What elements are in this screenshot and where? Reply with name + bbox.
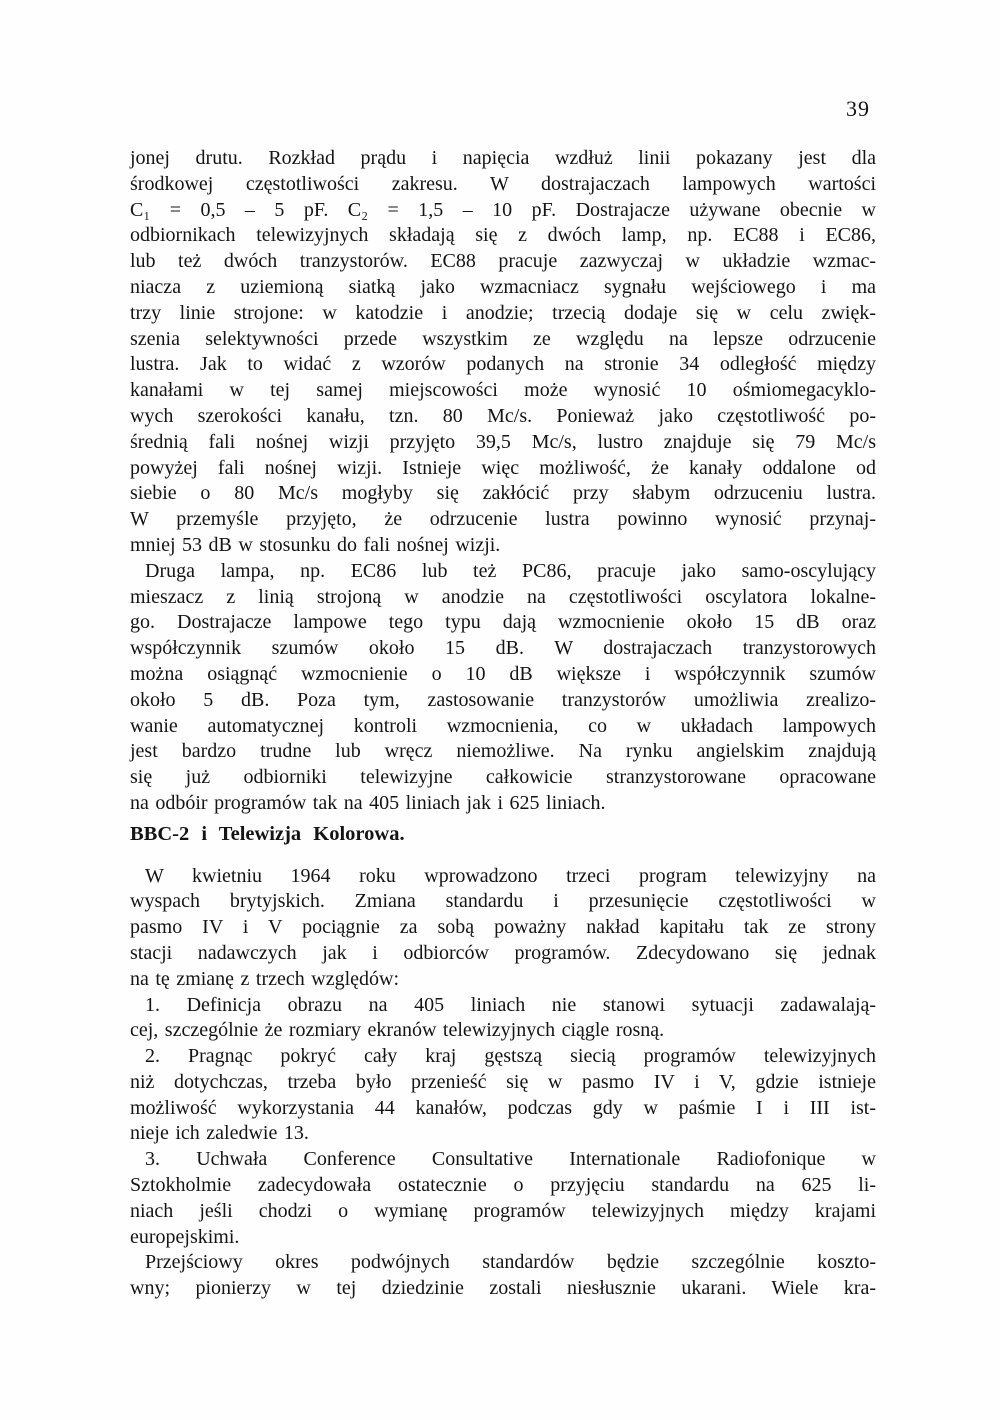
paragraph — [130, 864, 876, 993]
text-line: niach jeśli chodzi o wymianę programów telewizyjnych między krajami — [130, 1199, 876, 1222]
text-line: Przejściowy okres podwójnych standardów będzie szczególnie koszto- — [145, 1251, 876, 1274]
list-item — [130, 993, 876, 1045]
text-line: 3. Uchwała Conference Consultative Internationale Radiofonique w — [145, 1148, 876, 1171]
text-line: jonej drutu. Rozkład prądu i napięcia wzdłuż linii pokazany jest dla — [130, 147, 876, 169]
section-heading: BBC-2 i Telewizja Kolorowa. — [130, 822, 405, 845]
text-line: wanie automatycznej kontroli wzmocnienia, co w układach lampowych — [130, 714, 876, 737]
page-text-column — [130, 146, 876, 1302]
text-line: około 5 dB. Poza tym, zastosowanie tranzystorów umożliwia zrealizo- — [130, 688, 876, 711]
text-line: Sztokholmie zadecydowała ostatecznie o przyjęciu standardu na 625 li- — [130, 1174, 876, 1197]
paragraph — [130, 559, 876, 817]
text-line: 2. Pragnąc pokryć cały kraj gęstszą siecią programów telewizyjnych — [145, 1045, 876, 1068]
text-line: siebie o 80 Mc/s mogłyby się zakłócić przy słabym odrzuceniu lustra. — [130, 482, 876, 505]
text-line: się już odbiorniki telewizyjne całkowicie stranzystorowane opracowane — [130, 766, 876, 789]
text-line: stacji nadawczych jak i odbiorców programów. Zdecydowano się jednak — [130, 941, 876, 964]
text-line: W przemyśle przyjęto, że odrzucenie lustra powinno wynosić przynaj- — [130, 508, 876, 531]
text-line: na tę zmianę z trzech względów: — [130, 967, 400, 990]
list-item — [130, 1147, 876, 1250]
text-line: go. Dostrajacze lampowe tego typu dają wzmocnienie około 15 dB oraz — [130, 611, 876, 634]
list-item — [130, 1044, 876, 1147]
text-line: lub też dwóch tranzystorów. EC88 pracuje zazwyczaj w układzie wzmac- — [130, 250, 876, 273]
text-line: W kwietniu 1964 roku wprowadzono trzeci program telewizyjny na — [145, 864, 876, 887]
text-line: mieszacz z linią strojoną w anodzie na częstotliwości oscylatora lokalne- — [130, 585, 876, 608]
text-line: powyżej fali nośnej wizji. Istnieje więc możliwość, że kanały oddalone od — [130, 456, 876, 479]
text-line: środkowej częstotliwości zakresu. W dostrajaczach lampowych wartości — [130, 172, 876, 195]
text-line: pasmo IV i V pociągnie za sobą poważny nakład kapitału tak ze strony — [130, 916, 876, 939]
text-line: odbiornikach telewizyjnych składają się z dwóch lamp, np. EC88 i EC86, — [130, 224, 876, 247]
text-line: możliwość wykorzystania 44 kanałów, podczas gdy w paśmie I i III ist- — [130, 1096, 876, 1119]
text-line: mniej 53 dB w stosunku do fali nośnej wizji. — [130, 533, 501, 556]
paragraph — [130, 1250, 876, 1302]
text-line: szenia selektywności przede wszystkim ze względu na lepsze odrzucenie — [130, 327, 876, 350]
text-line: kanałami w tej samej miejscowości może wynosić 10 ośmiomegacyklo- — [130, 379, 876, 402]
text-line: współczynnik szumów około 15 dB. W dostrajaczach tranzystorowych — [130, 637, 876, 660]
text-line: niacza z uziemioną siatką jako wzmacniacz sygnału wejściowego i ma — [130, 275, 876, 298]
text-line: nieje ich zaledwie 13. — [130, 1122, 309, 1145]
text-line: niż dotychczas, trzeba było przenieść się w pasmo IV i V, gdzie istnieje — [130, 1070, 876, 1093]
text-line: C₁ = 0,5 – 5 pF. C₂ = 1,5 – 10 pF. Dostrajacze używane obecnie w — [130, 198, 876, 221]
page-number: 39 — [846, 96, 870, 121]
text-line: 1. Definicja obrazu na 405 liniach nie stanowi sytuacji zadawalają- — [145, 993, 876, 1016]
text-line: europejskimi. — [130, 1225, 240, 1248]
text-line: średnią fali nośnej wizji przyjęto 39,5 Mc/s, lustro znajduje się 79 Mc/s — [130, 430, 876, 453]
text-line: wny; pionierzy w tej dziedzinie zostali niesłusznie ukarani. Wiele kra- — [130, 1277, 876, 1300]
text-line: na odbóir programów tak na 405 liniach jak i 625 liniach. — [130, 791, 606, 814]
paragraph — [130, 146, 876, 559]
text-line: wych szerokości kanału, tzn. 80 Mc/s. Ponieważ jako częstotliwość po- — [130, 404, 876, 427]
text-line: trzy linie strojone: w katodzie i anodzie; trzecią dodaje się w celu zwięk- — [130, 301, 876, 324]
text-line: lustra. Jak to widać z wzorów podanych na stronie 34 odległość między — [130, 353, 876, 376]
text-line: cej, szczególnie że rozmiary ekranów telewizyjnych ciągle rosną. — [130, 1019, 665, 1042]
text-line: można osiągnąć wzmocnienie o 10 dB większe i współczynnik szumów — [130, 662, 876, 685]
text-line: jest bardzo trudne lub wręcz niemożliwe. Na rynku angielskim znajdują — [130, 740, 876, 763]
text-line: Druga lampa, np. EC86 lub też PC86, pracuje jako samo-oscylujący — [145, 559, 876, 582]
text-line: wyspach brytyjskich. Zmiana standardu i przesunięcie częstotliwości w — [130, 890, 876, 913]
